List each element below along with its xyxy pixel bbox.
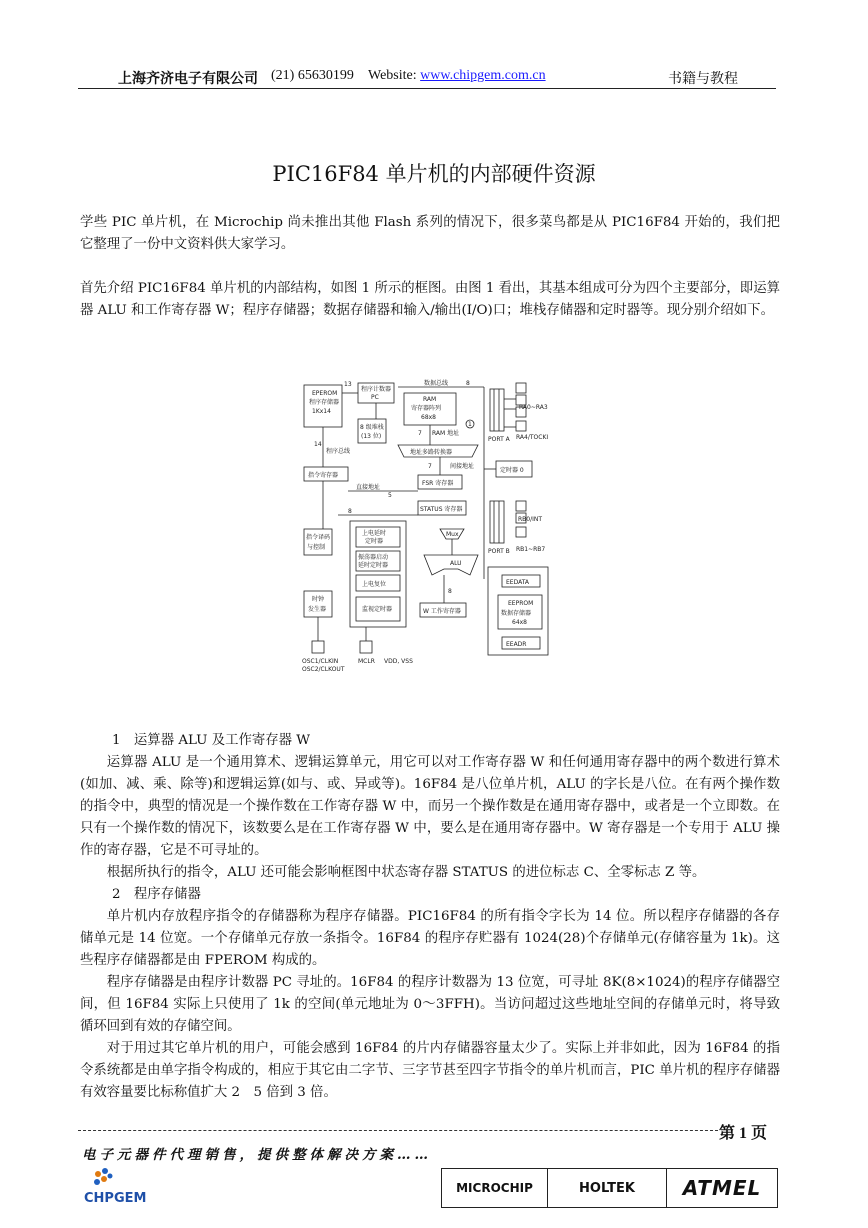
program-bus-label: 程序总线 [326,448,351,455]
footer-slogan: 电子元器件代理销售，提供整体解决方案…… [82,1147,432,1163]
body-paragraph: 单片机内存放程序指令的存储器称为程序存储器。PIC16F84 的所有指令字长为 14 位。所以程序存储器的各存储单元是 14 位宽。一个存储单元存放一条指令。16F84 的程序存贮器有 1024(28)个存储单元(存储容量为 1k)。这些程序存储器都是由 FPEROM 构成的。 [80,909,780,968]
timer0-label: 定时器 0 [500,467,524,474]
stack-label-2: (13 位) [361,433,382,440]
pc-label-1: 程序计数器 [361,386,392,393]
decode-label-1: 指令译码 [306,534,331,541]
document-title: PIC16F84 单片机的内部硬件资源 [272,162,596,186]
ra0-3-label: RA0~RA3 [519,404,548,411]
intro-paragraph-1: 学些 PIC 单片机，在 Microchip 尚未推出其他 Flash 系列的情况下，很多菜鸟都是从 PIC16F84 开始的，我们把它整理了一份中文资料供大家学习。 [80,215,780,252]
rb-pin [516,527,526,537]
eeprom-data-label-2: 数据存储器 [501,610,532,617]
vdd-vss-label: VDD, VSS [384,658,413,665]
osc-pin [312,641,324,653]
rb-pin [516,501,526,511]
mux-label: Mux [446,531,459,538]
company-phone: (21) 65630199 [271,68,354,83]
eedata-label: EEDATA [506,579,530,586]
w-bus-width: 8 [448,588,452,595]
body-paragraph: 1 运算器 ALU 及工作寄存器 W [112,733,311,748]
eeprom-data-label-3: 64x8 [512,619,528,626]
w-register-label: W 工作寄存器 [423,608,461,615]
company-name: 上海齐济电子有限公司 [118,72,258,87]
mclr-pin [360,641,372,653]
body-paragraph: 对于用过其它单片机的用户，可能会感到 16F84 的片内存储器容量太少了。实际上并非如此，因为 16F84 的指令系统都是由单字指令构成的，相应于其它由二字节、三字节甚至四字节指令的单片机而言，PIC 单片机的程序存储器有效容量要比标称值扩大 2 5 倍到 3 倍。 [80,1041,780,1100]
body-paragraph: 运算器 ALU 是一个通用算术、逻辑运算单元，用它可以对工作寄存器 W 和任何通用寄存器中的两个数进行算术(如加、减、乘、除等)和逻辑运算(如与、或、异或等)。16F84 是八位单片机，ALU 的字长是八位。在有两个操作数的指令中，典型的情况是一个操作数在工作寄存器 W 中，而另一个操作数是在通用寄存器中，或者是一个立即数。在只有一个操作数的情况下，该数要么是在工作寄存器 W 中，要么是在通用寄存器中。W 寄存器是一个专用于 ALU 操作的寄存器，它是不可寻址的。 [80,755,780,858]
port-a-label: PORT A [488,436,510,443]
data-bus-width: 8 [466,380,470,387]
ram-label-1: RAM [423,396,437,403]
microchip-logo: MICROCHIP [442,1169,548,1207]
powerup-timer-label-2: 定时器 [365,538,384,545]
osc-start-label-1: 振荡器启动 [358,554,389,561]
osc-label-1: OSC1/CLKIN [302,658,339,665]
port-b-label: PORT B [488,548,510,555]
brand-logos [441,1168,778,1208]
data-bus-label: 数据总线 [424,380,449,387]
header-category: 书籍与教程 [668,72,738,87]
status-register-label: STATUS 寄存器 [420,506,463,513]
holtek-logo: HOLTEK [548,1169,667,1207]
decode-label-2: 与控制 [307,544,326,551]
clock-label-2: 发生器 [308,606,327,613]
program-memory-label-3: 1Kx14 [312,408,331,415]
website-link[interactable]: www.chipgem.com.cn [420,68,546,83]
ram-address-width: 7 [418,430,422,437]
fsr-label: FSR 寄存器 [422,480,454,487]
bus-width-13: 13 [344,381,352,388]
ram-address-label: RAM 地址 [432,430,460,437]
body-paragraph: 程序存储器是由程序计数器 PC 寻址的。16F84 的程序计数器为 13 位宽，可寻址 8K(8×1024)的程序存储器空间，但 16F84 实际上只使用了 1k 的空间(单元地址为 0～3FFH)。当访问超过这些地址空间的存储单元时，将导致循环回到有效的存储空间。 [80,975,780,1034]
atmel-logo: ATMEL [682,1176,762,1200]
rb1-7-label: RB1~RB7 [516,546,546,553]
mclr-label: MCLR [358,658,375,665]
chipgem-logo [82,1166,172,1208]
osc-start-label-2: 延时定时器 [358,562,389,569]
bus-width-8-label: 8 [348,508,352,515]
indirect-width: 7 [428,463,432,470]
eeprom-data-label-1: EEPROM [508,600,534,607]
osc-label-2: OSC2/CLKOUT [302,666,345,673]
bus-width-14: 14 [314,441,322,448]
ra-pin [516,383,526,393]
instruction-register-label: 指令寄存器 [308,472,339,479]
ra4-label: RA4/TOCKI [516,434,549,441]
page-header [78,66,776,89]
watchdog-label: 监视定时器 [362,606,393,613]
clock-generator-block [304,591,332,617]
power-on-reset-label: 上电复位 [362,581,387,588]
ra4-pin [516,421,526,431]
eeadr-label: EEADR [506,641,527,648]
direct-address-label: 直接地址 [356,484,381,491]
pc-label-2: PC [371,394,379,401]
body-paragraph: 根据所执行的指令，ALU 还可能会影响框图中状态寄存器 STATUS 的进位标志 C、全零标志 Z 等。 [106,865,706,880]
footer-divider [78,1130,718,1131]
website-line [368,68,546,84]
alu-label: ALU [450,560,462,567]
ram-label-2: 寄存器阵列 [411,405,442,412]
intro-paragraph-2: 首先介绍 PIC16F84 单片机的内部结构，如图 1 所示的框图。由图 1 看出，其基本组成可分为四个主要部分，即运算器 ALU 和工作寄存器 W；程序存储器；数据存储器和输入/输出(I/O)口；堆栈存储器和定时器等。现分别介绍如下。 [80,281,780,318]
port-b-block [490,501,504,543]
address-mux-label: 地址多路转换器 [410,449,453,456]
note-1-label: 1 [468,421,472,428]
port-a-block [490,389,504,431]
program-memory-label-1: EPEROM [312,390,338,397]
ram-label-3: 68x8 [421,414,437,421]
website-label: Website: [368,68,417,83]
page-number: 第 1 页 [719,1125,768,1142]
rb0-label: RB0/INT [518,516,543,523]
body-paragraph: 2 程序存储器 [112,887,201,902]
decode-control-block [304,529,332,555]
direct-address-width: 5 [388,492,392,499]
powerup-timer-label-1: 上电延时 [362,530,387,537]
program-memory-label-2: 程序存储器 [309,399,340,406]
logo-text: CHPGEM [84,1191,147,1206]
block-diagram [298,379,551,679]
stack-label-1: 8 级堆栈 [360,424,384,431]
clock-label-1: 时钟 [312,596,325,603]
indirect-address-label: 间接地址 [450,463,475,470]
